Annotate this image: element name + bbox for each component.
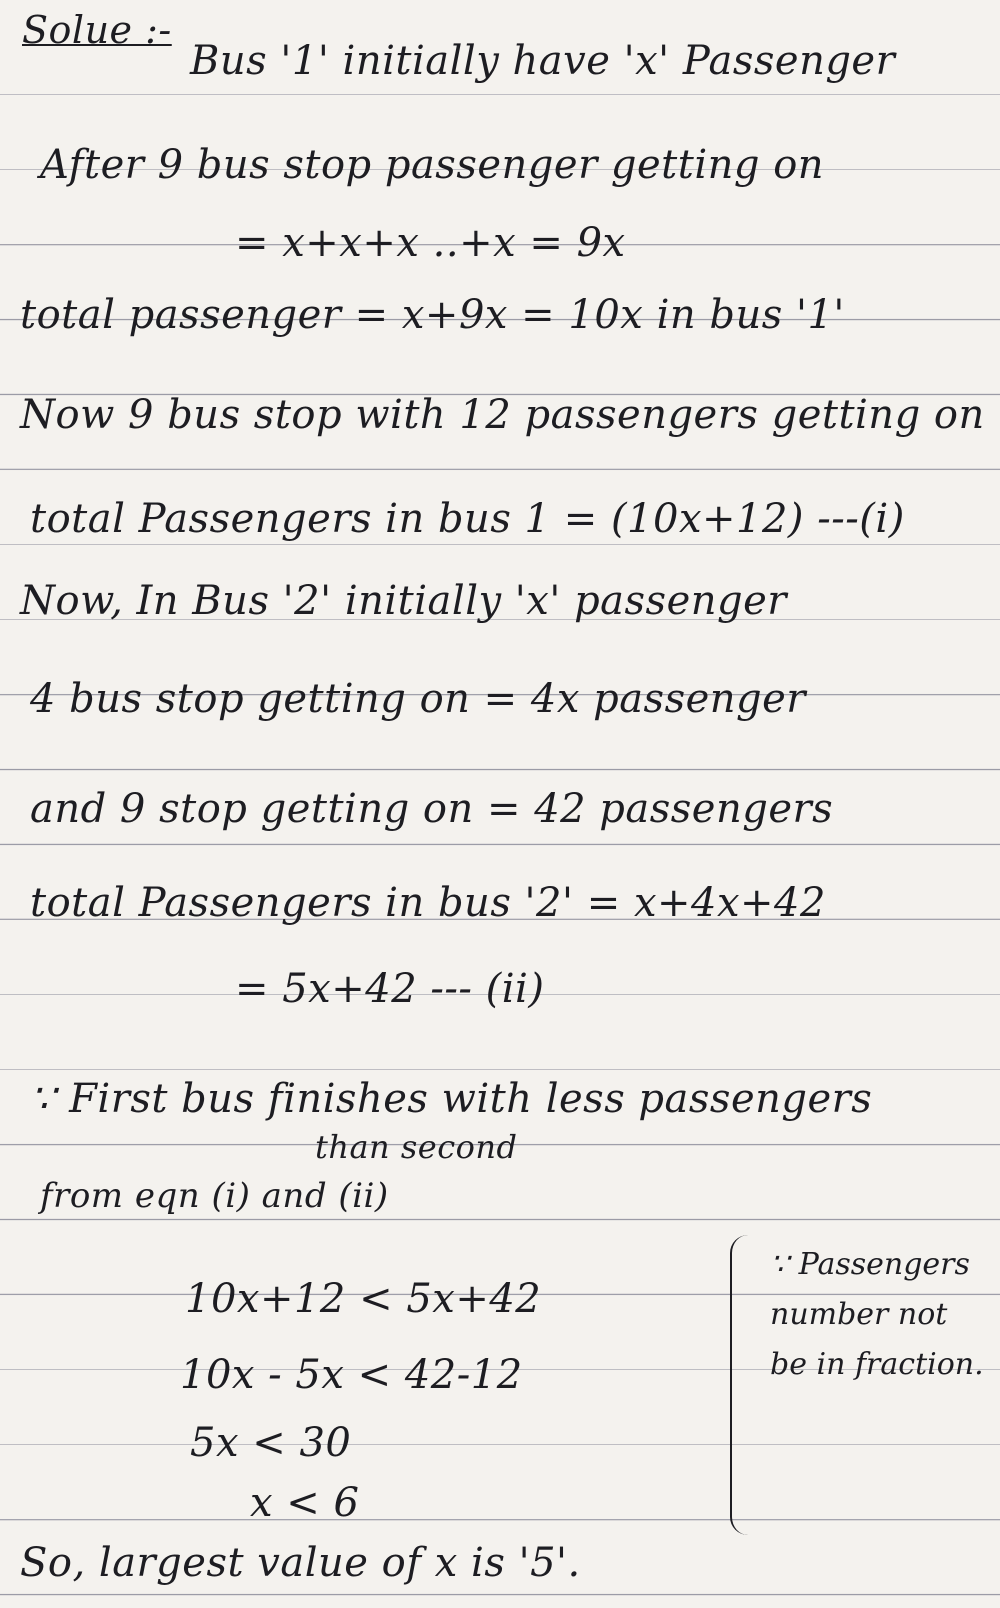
text-line-1: Bus '1' initially have 'x' Passenger: [190, 38, 896, 84]
text-line-4: total passenger = x+9x = 10x in bus '1': [20, 292, 845, 338]
text-line-12: ∵ First bus finishes with less passengers: [30, 1076, 873, 1122]
inequality-line-17: 5x < 30: [190, 1420, 352, 1466]
inequality-line-16: 10x - 5x < 42-12: [180, 1352, 523, 1398]
text-line-9: and 9 stop getting on = 42 passengers: [30, 786, 834, 832]
equation-line-3: = x+x+x ..+x = 9x: [235, 220, 626, 266]
text-line-10: total Passengers in bus '2' = x+4x+42: [30, 880, 826, 926]
side-note-brace: [730, 1235, 758, 1535]
text-line-13: than second: [315, 1128, 518, 1166]
inequality-line-18: x < 6: [250, 1480, 360, 1526]
side-note: ∵ Passengers number not be in fraction.: [770, 1247, 984, 1382]
inequality-line-15: 10x+12 < 5x+42: [185, 1276, 542, 1322]
text-line-5: Now 9 bus stop with 12 passengers getting on: [20, 392, 985, 438]
equation-line-11: = 5x+42 --- (ii): [235, 966, 545, 1012]
solve-heading: Solue :-: [22, 8, 172, 52]
text-line-14: from eqn (i) and (ii): [40, 1176, 389, 1216]
text-line-8: 4 bus stop getting on = 4x passenger: [30, 676, 806, 722]
conclusion-line: So, largest value of x is '5'.: [20, 1540, 581, 1586]
text-line-2: After 9 bus stop passenger getting on: [40, 142, 825, 188]
text-line-7: Now, In Bus '2' initially 'x' passenger: [20, 578, 787, 624]
text-line-6: total Passengers in bus 1 = (10x+12) ---(i): [30, 496, 905, 542]
